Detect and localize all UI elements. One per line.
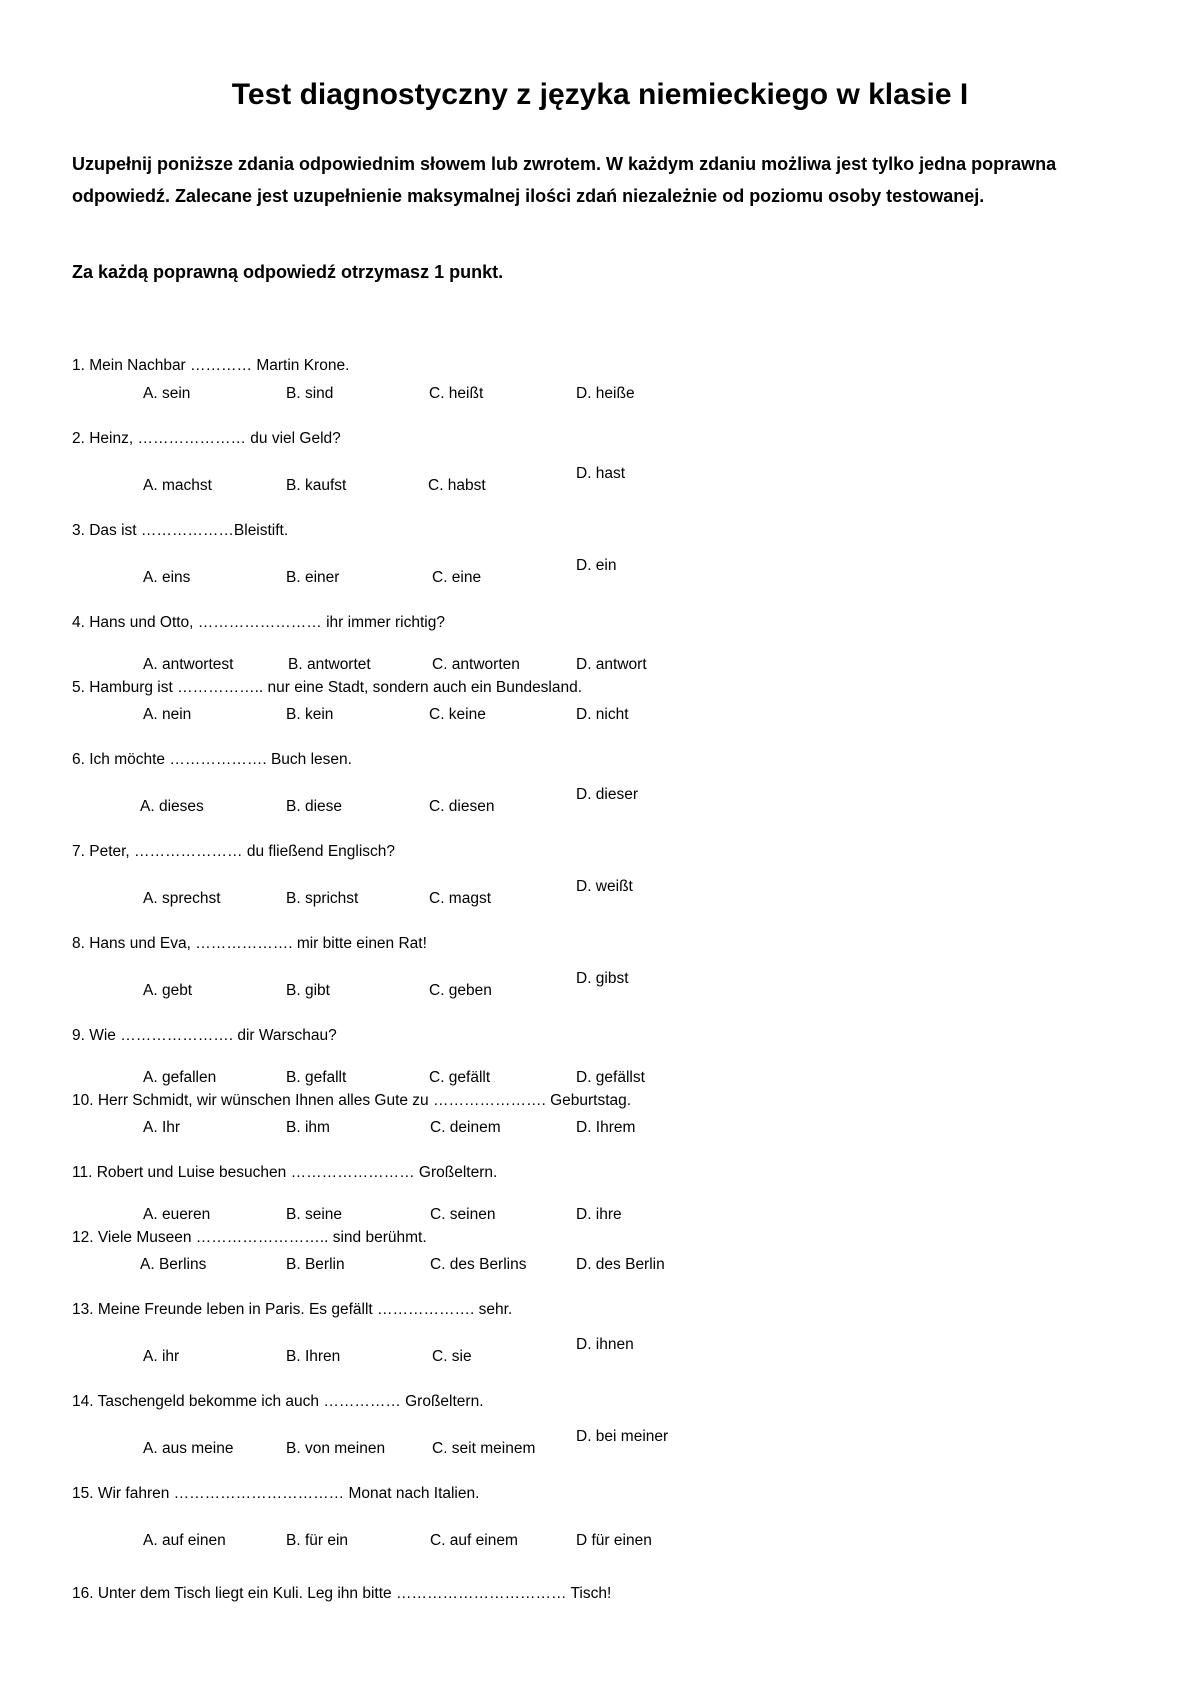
q2-option-b: B. kaufst xyxy=(286,477,347,494)
q14-option-d: D. bei meiner xyxy=(576,1428,669,1445)
q11-option-c: C. seinen xyxy=(430,1206,496,1223)
q8-option-a: A. gebt xyxy=(143,982,193,999)
q13-option-a: A. ihr xyxy=(143,1348,180,1365)
question-14: 14. Taschengeld bekomme ich auch …………… Großeltern. xyxy=(72,1393,484,1410)
q10-option-c: C. deinem xyxy=(430,1119,501,1136)
q5-option-a: A. nein xyxy=(143,706,192,723)
q12-option-c: C. des Berlins xyxy=(430,1256,527,1273)
question-2: 2. Heinz, ………………… du viel Geld? xyxy=(72,430,341,447)
q3-option-a: A. eins xyxy=(143,569,191,586)
q15-option-b: B. für ein xyxy=(286,1532,349,1549)
q4-option-b: B. antwortet xyxy=(288,656,371,673)
q12-option-d: D. des Berlin xyxy=(576,1256,665,1273)
q10-option-d: D. Ihrem xyxy=(576,1119,636,1136)
q3-option-b: B. einer xyxy=(286,569,340,586)
question-9: 9. Wie …………………. dir Warschau? xyxy=(72,1027,337,1044)
question-1: 1. Mein Nachbar ………… Martin Krone. xyxy=(72,357,350,374)
q9-option-b: B. gefallt xyxy=(286,1069,347,1086)
q12-option-a: A. Berlins xyxy=(140,1256,207,1273)
question-4: 4. Hans und Otto, …………………… ihr immer richtig? xyxy=(72,614,445,631)
q1-option-b: B. sind xyxy=(286,385,334,402)
page-title: Test diagnostyczny z języka niemieckiego w klasie I xyxy=(231,78,969,111)
question-15: 15. Wir fahren …………………………… Monat nach Italien. xyxy=(72,1485,480,1502)
question-7: 7. Peter, ………………… du fließend Englisch? xyxy=(72,843,396,860)
q7-option-d: D. weißt xyxy=(576,878,633,895)
question-8: 8. Hans und Eva, ………………. mir bitte einen Rat! xyxy=(72,935,427,952)
question-6: 6. Ich möchte ………………. Buch lesen. xyxy=(72,751,352,768)
q9-option-c: C. gefällt xyxy=(429,1069,491,1086)
q8-option-b: B. gibt xyxy=(286,982,330,999)
q11-option-b: B. seine xyxy=(286,1206,343,1223)
q6-option-c: C. diesen xyxy=(429,798,495,815)
q8-option-d: D. gibst xyxy=(576,970,629,987)
q6-option-d: D. dieser xyxy=(576,786,639,803)
q2-option-a: A. machst xyxy=(143,477,212,494)
question-5: 5. Hamburg ist …………….. nur eine Stadt, sondern auch ein Bundesland. xyxy=(72,679,583,696)
q14-option-a: A. aus meine xyxy=(143,1440,234,1457)
q1-option-d: D. heiße xyxy=(576,385,635,402)
q7-option-a: A. sprechst xyxy=(143,890,221,907)
question-10: 10. Herr Schmidt, wir wünschen Ihnen alles Gute zu …………………. Geburtstag. xyxy=(72,1092,632,1109)
q1-option-a: A. sein xyxy=(143,385,191,402)
q14-option-b: B. von meinen xyxy=(286,1440,386,1457)
q3-option-d: D. ein xyxy=(576,557,617,574)
q12-option-b: B. Berlin xyxy=(286,1256,345,1273)
q14-option-c: C. seit meinem xyxy=(432,1440,536,1457)
q9-option-d: D. gefällst xyxy=(576,1069,645,1086)
question-13: 13. Meine Freunde leben in Paris. Es gefällt ………………. sehr. xyxy=(72,1301,513,1318)
question-11: 11. Robert und Luise besuchen …………………… Großeltern. xyxy=(72,1164,498,1181)
q4-option-c: C. antworten xyxy=(432,656,520,673)
q8-option-c: C. geben xyxy=(429,982,492,999)
q7-option-b: B. sprichst xyxy=(286,890,359,907)
q15-option-a: A. auf einen xyxy=(143,1532,226,1549)
question-16: 16. Unter dem Tisch liegt ein Kuli. Leg ihn bitte …………………………… Tisch! xyxy=(72,1585,612,1602)
q9-option-a: A. gefallen xyxy=(143,1069,217,1086)
q13-option-d: D. ihnen xyxy=(576,1336,634,1353)
question-12: 12. Viele Museen …………………….. sind berühmt. xyxy=(72,1229,427,1246)
q3-option-c: C. eine xyxy=(432,569,482,586)
q5-option-b: B. kein xyxy=(286,706,334,723)
q5-option-c: C. keine xyxy=(429,706,486,723)
q15-option-d: D für einen xyxy=(576,1532,652,1549)
instructions: Uzupełnij poniższe zdania odpowiednim słowem lub zwrotem. W każdym zdaniu możliwa jest tylko jedna poprawna odpowiedź. Zalecane jest uzupełnienie maksymalnej ilości zdań niezależnie od poziomu osoby testowanej. xyxy=(72,154,1057,206)
q6-option-b: B. diese xyxy=(286,798,343,815)
q4-option-d: D. antwort xyxy=(576,656,647,673)
q4-option-a: A. antwortest xyxy=(143,656,234,673)
q1-option-c: C. heißt xyxy=(429,385,484,402)
q11-option-d: D. ihre xyxy=(576,1206,622,1223)
q13-option-c: C. sie xyxy=(432,1348,472,1365)
q2-option-d: D. hast xyxy=(576,465,626,482)
q15-option-c: C. auf einem xyxy=(430,1532,518,1549)
q10-option-a: A. Ihr xyxy=(143,1119,181,1136)
scoring-note: Za każdą poprawną odpowiedź otrzymasz 1 punkt. xyxy=(72,262,504,282)
q13-option-b: B. Ihren xyxy=(286,1348,341,1365)
question-3: 3. Das ist ………………Bleistift. xyxy=(72,522,289,539)
q11-option-a: A. eueren xyxy=(143,1206,211,1223)
q5-option-d: D. nicht xyxy=(576,706,629,723)
q6-option-a: A. dieses xyxy=(140,798,204,815)
q10-option-b: B. ihm xyxy=(286,1119,330,1136)
q2-option-c: C. habst xyxy=(428,477,486,494)
q7-option-c: C. magst xyxy=(429,890,492,907)
